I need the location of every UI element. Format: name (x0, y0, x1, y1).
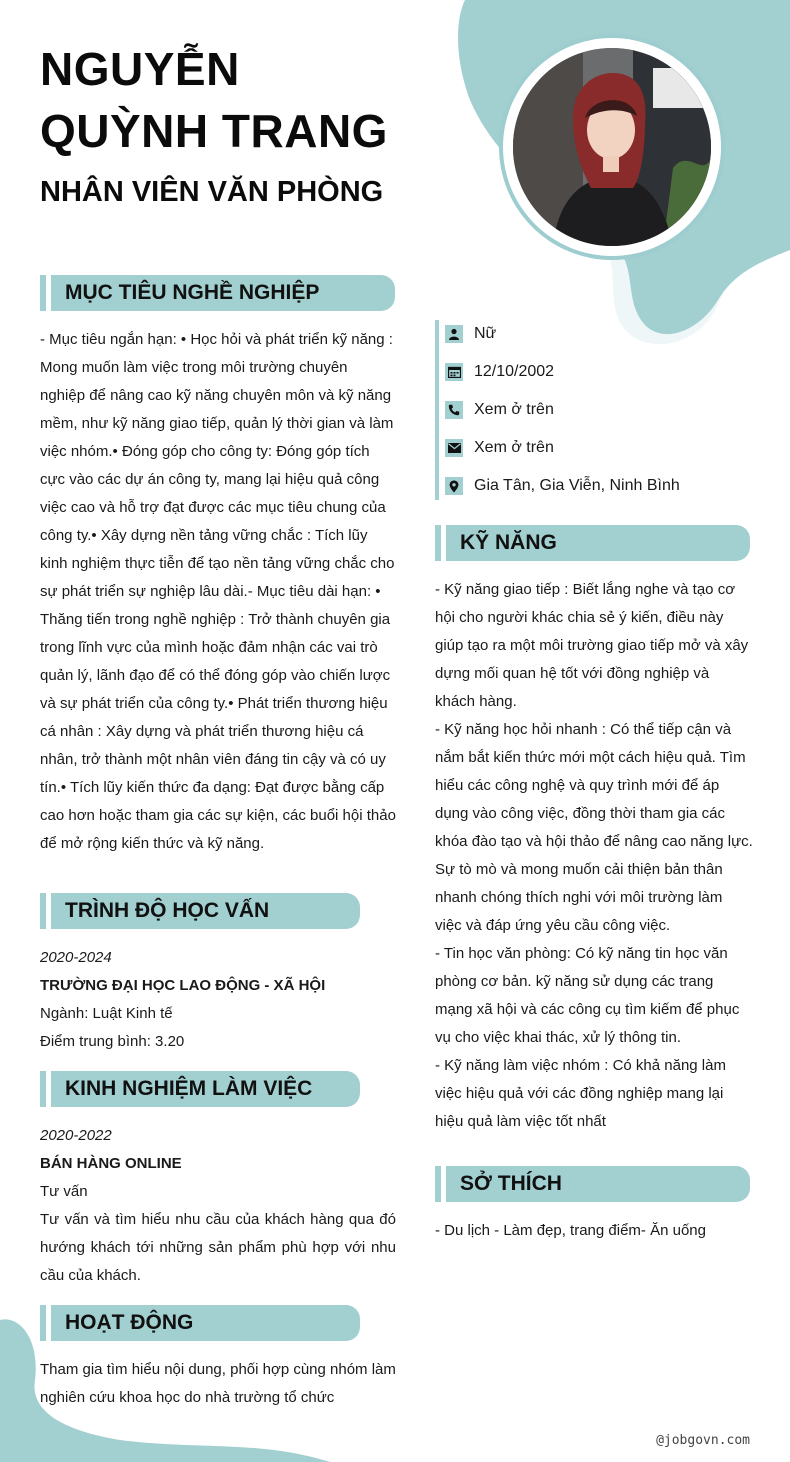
skill-item: - Kỹ năng làm việc nhóm : Có khả năng làm việc hiệu quả với các đồng nghiệp mang lại hiệu quả làm việc tốt nhất (435, 1057, 726, 1130)
contact-info (435, 320, 755, 500)
section-header-experience (40, 1071, 360, 1107)
section-header-activities (40, 1305, 360, 1341)
skills-list (435, 576, 753, 1136)
watermark: @jobgovn.com (656, 1433, 750, 1448)
contact-address (445, 471, 680, 501)
section-title: MỤC TIÊU NGHỀ NGHIỆP (65, 281, 320, 304)
school-name: TRƯỜNG ĐẠI HỌC LAO ĐỘNG - XÃ HỘI (40, 977, 326, 994)
section-title: KINH NGHIỆM LÀM VIỆC (65, 1077, 313, 1100)
person-icon (445, 325, 463, 343)
company-name: BÁN HÀNG ONLINE (40, 1155, 182, 1172)
section-title: SỞ THÍCH (460, 1172, 562, 1195)
job-title: NHÂN VIÊN VĂN PHÒNG (40, 176, 384, 208)
skill-item: - Kỹ năng học hỏi nhanh : Có thể tiếp cận và nắm bắt kiến thức mới một cách hiệu quả. Tìm hiểu các công nghệ và quy trình mới để áp dụng vào công việc, đồng thời tham gia các khóa đào tạo và hội thảo để nâng cao năng lực. Sự tò mò và mong muốn cải thiện bản thân nhanh chóng thích nghi với môi trường làm việc và đáp ứng yêu cầu công việc. (435, 721, 753, 934)
phone-icon (445, 401, 463, 419)
contact-email (445, 433, 554, 463)
portrait-photo (513, 48, 711, 246)
section-title: KỸ NĂNG (460, 531, 557, 554)
birthday-value: 12/10/2002 (474, 363, 555, 380)
hobbies-text: - Du lịch - Làm đẹp, trang điểm- Ăn uống (435, 1222, 706, 1239)
experience-entry (40, 1122, 396, 1290)
education-major: Ngành: Luật Kinh tế (40, 1005, 173, 1022)
mail-icon (445, 439, 463, 457)
gender-value: Nữ (474, 325, 497, 342)
experience-role: Tư vấn (40, 1183, 88, 1200)
skill-item: - Tin học văn phòng: Có kỹ năng tin học văn phòng cơ bản. kỹ năng sử dụng các trang mạng xã hội và các công cụ tìm kiếm để phục vụ cho việc khai thác, xử lý thông tin. (435, 945, 740, 1046)
name-line-1: NGUYỄN (40, 43, 240, 95)
calendar-icon (445, 363, 463, 381)
activities-text: Tham gia tìm hiểu nội dung, phối hợp cùng nhóm làm nghiên cứu khoa học do nhà trường tổ chức (40, 1361, 396, 1406)
section-title: HOẠT ĐỘNG (65, 1311, 194, 1334)
experience-period: 2020-2022 (40, 1127, 112, 1144)
avatar-frame (503, 38, 721, 256)
contact-gender (445, 319, 496, 349)
avatar (513, 48, 711, 246)
section-header-hobbies (435, 1166, 750, 1202)
phone-value: Xem ở trên (474, 401, 554, 418)
email-value: Xem ở trên (474, 439, 554, 456)
section-header-skills (435, 525, 750, 561)
skill-item: - Kỹ năng giao tiếp : Biết lắng nghe và tạo cơ hội cho người khác chia sẻ ý kiến, điều này giúp tạo ra một môi trường giao tiếp mở và xây dựng mối quan hệ tốt với đồng nghiệp và khách hàng. (435, 581, 749, 710)
experience-description: Tư vấn và tìm hiểu nhu cầu của khách hàng qua đó hướng khách tới những sản phẩm phù hợp với nhu cầu của khách. (40, 1211, 396, 1284)
contact-divider (435, 320, 439, 500)
candidate-name (40, 38, 460, 162)
address-value: Gia Tân, Gia Viễn, Ninh Bình (474, 477, 680, 494)
contact-phone (445, 395, 554, 425)
name-line-2: QUỲNH TRANG (40, 105, 388, 157)
section-header-education (40, 893, 360, 929)
section-header-objective (40, 275, 395, 311)
education-entry (40, 944, 396, 1056)
contact-birthday (445, 357, 554, 387)
section-title: TRÌNH ĐỘ HỌC VẤN (65, 899, 270, 922)
education-period: 2020-2024 (40, 949, 112, 966)
education-gpa: Điểm trung bình: 3.20 (40, 1033, 185, 1050)
location-pin-icon (445, 477, 463, 495)
objective-text: - Mục tiêu ngắn hạn: • Học hỏi và phát triển kỹ năng : Mong muốn làm việc trong môi trường chuyên nghiệp để nâng cao kỹ năng chuyên môn và kỹ năng mềm, như kỹ năng giao tiếp, quản lý thời gian và làm việc nhóm.• Đóng góp cho công ty: Đóng góp tích cực vào các dự án công ty, mang lại hiệu quả công việc cao và hỗ trợ đạt được các mục tiêu chung của công ty.• Xây dựng nền tảng vững chắc : Tích lũy kinh nghiệm thực tiễn để tạo nền tảng vững chắc cho sự phát triển sự nghiệp lâu dài.- Mục tiêu dài hạn: • Thăng tiến trong nghề nghiệp : Trở thành chuyên gia trong lĩnh vực của mình hoặc đảm nhận các vai trò quản lý, lãnh đạo để có thể đóng góp vào chiến lược và sự phát triển của công ty.• Phát triển thương hiệu cá nhân : Xây dựng và phát triển thương hiệu cá nhân, trở thành một nhân viên đáng tin cậy và có uy tín.• Tích lũy kiến thức đa dạng: Đạt được bằng cấp cao hơn hoặc tham gia các sự kiện, các buổi hội thảo để mở rộng kiến thức và kỹ năng. (40, 331, 396, 852)
